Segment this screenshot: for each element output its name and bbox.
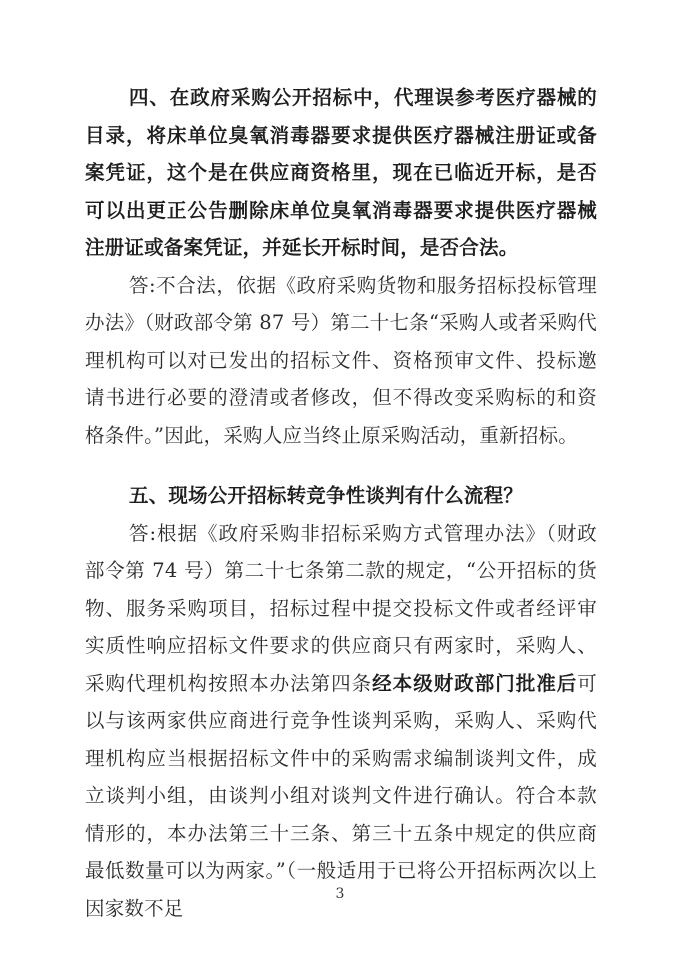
answer-5-bold-segment: 经本级财政部门批准后: [372, 671, 578, 695]
qa-section-4: [85, 79, 597, 454]
question-5-text: 五、现场公开招标转竞争性谈判有什么流程？: [129, 484, 524, 507]
answer-5-text: [85, 515, 597, 928]
qa-section-5: [85, 477, 597, 927]
question-4-text: 四、在政府采购公开招标中，代理误参考医疗器械的目录，将床单位臭氧消毒器要求提供医疗器械注册证或备案凭证，这个是在供应商资格里，现在已临近开标，是否可以出更正公告删除床单位臭氧消毒器要求提供医疗器械注册证或备案凭证，并延长开标时间，是否合法。: [85, 86, 597, 259]
answer-5-segment-1: 答:根据《政府采购非招标采购方式管理办法》（财政部令第 74 号）第二十七条第二款的规定，“公开招标的货物、服务采购项目，招标过程中提交投标文件或者经评审实质性响应招标文件要求的供应商只有两家时，采购人、采购代理机构按照本办法第四条: [85, 521, 597, 695]
answer-4-text: 答:不合法，依据《政府采购货物和服务招标投标管理办法》（财政部令第 87 号）第二十七条“采购人或者采购代理机构可以对已发出的招标文件、资格预审文件、投标邀请书进行必要的澄清或者修改，但不得改变采购标的和资格条件。”因此，采购人应当终止原采购活动，重新招标。: [85, 273, 597, 447]
answer-5-segment-2: 可以与该两家供应商进行竞争性谈判采购，采购人、采购代理机构应当根据招标文件中的采购需求编制谈判文件，成立谈判小组，由谈判小组对谈判文件进行确认。符合本款情形的，本办法第三十三条、第三十五条中规定的供应商最低数量可以为两家。”（一般适用于已将公开招标两次以上因家数不足: [85, 671, 597, 920]
page-number: 3: [335, 886, 345, 902]
page-content: [85, 79, 597, 927]
